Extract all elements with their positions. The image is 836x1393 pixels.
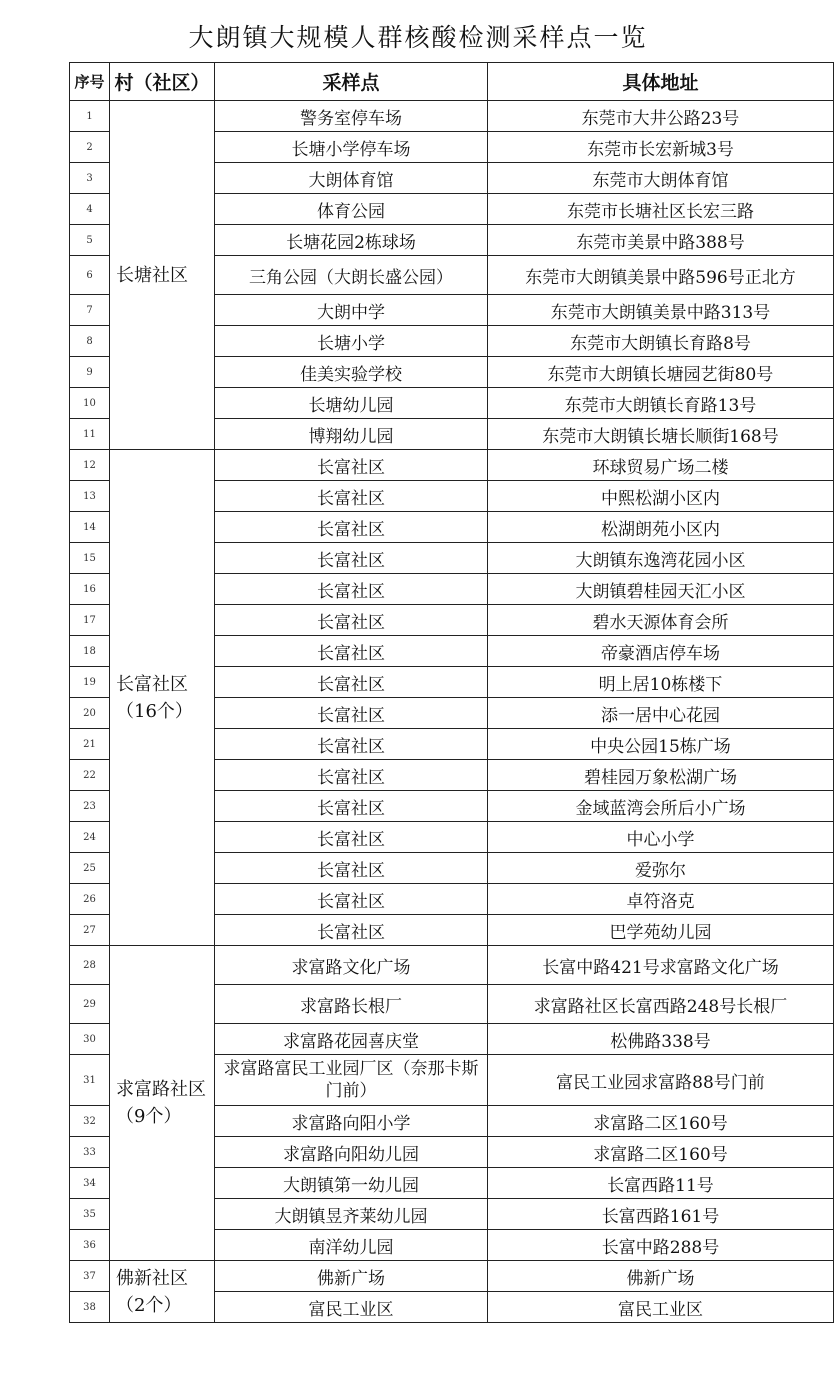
address-cell: 东莞市美景中路388号 [488, 225, 834, 256]
address-cell: 东莞市大朗镇长育路8号 [488, 326, 834, 357]
community-cell: 佛新社区（2个） [110, 1261, 215, 1323]
row-no: 22 [70, 760, 110, 791]
row-no: 1 [70, 101, 110, 132]
row-no: 31 [70, 1055, 110, 1106]
site-cell: 博翔幼儿园 [215, 419, 488, 450]
site-cell: 长富社区 [215, 915, 488, 946]
site-cell: 求富路花园喜庆堂 [215, 1024, 488, 1055]
row-no: 20 [70, 698, 110, 729]
site-cell: 长富社区 [215, 605, 488, 636]
address-cell: 东莞市大朗镇美景中路596号正北方 [488, 256, 834, 295]
address-cell: 长富中路421号求富路文化广场 [488, 946, 834, 985]
row-no: 26 [70, 884, 110, 915]
row-no: 35 [70, 1199, 110, 1230]
address-cell: 求富路二区160号 [488, 1106, 834, 1137]
address-cell: 松湖朗苑小区内 [488, 512, 834, 543]
address-cell: 富民工业区 [488, 1292, 834, 1323]
address-cell: 明上居10栋楼下 [488, 667, 834, 698]
address-cell: 东莞市大朗镇长塘长顺街168号 [488, 419, 834, 450]
site-cell: 佛新广场 [215, 1261, 488, 1292]
community-cell: 求富路社区（9个） [110, 946, 215, 1261]
address-cell: 爱弥尔 [488, 853, 834, 884]
address-cell: 碧桂园万象松湖广场 [488, 760, 834, 791]
address-cell: 东莞市大朗镇长塘园艺街80号 [488, 357, 834, 388]
row-no: 30 [70, 1024, 110, 1055]
row-no: 27 [70, 915, 110, 946]
row-no: 32 [70, 1106, 110, 1137]
row-no: 12 [70, 450, 110, 481]
site-cell: 大朗体育馆 [215, 163, 488, 194]
site-cell: 长富社区 [215, 636, 488, 667]
address-cell: 佛新广场 [488, 1261, 834, 1292]
site-cell: 长富社区 [215, 853, 488, 884]
site-cell: 长富社区 [215, 698, 488, 729]
row-no: 15 [70, 543, 110, 574]
site-cell: 长富社区 [215, 512, 488, 543]
site-cell: 大朗中学 [215, 295, 488, 326]
address-cell: 东莞市大朗镇美景中路313号 [488, 295, 834, 326]
sampling-sites-table [69, 62, 834, 1323]
address-cell: 碧水天源体育会所 [488, 605, 834, 636]
address-cell: 长富中路288号 [488, 1230, 834, 1261]
address-cell: 长富西路161号 [488, 1199, 834, 1230]
header-address: 具体地址 [488, 63, 834, 101]
address-cell: 长富西路11号 [488, 1168, 834, 1199]
address-cell: 东莞市大朗体育馆 [488, 163, 834, 194]
address-cell: 添一居中心花园 [488, 698, 834, 729]
row-no: 19 [70, 667, 110, 698]
address-cell: 中央公园15栋广场 [488, 729, 834, 760]
row-no: 13 [70, 481, 110, 512]
site-cell: 长塘花园2栋球场 [215, 225, 488, 256]
row-no: 34 [70, 1168, 110, 1199]
site-cell: 长富社区 [215, 481, 488, 512]
community-cell: 长塘社区 [110, 101, 215, 450]
page-title: 大朗镇大规模人群核酸检测采样点一览 [188, 23, 648, 52]
site-cell: 长塘幼儿园 [215, 388, 488, 419]
table-row [70, 101, 834, 132]
address-cell: 求富路社区长富西路248号长根厂 [488, 985, 834, 1024]
site-cell: 长富社区 [215, 574, 488, 605]
site-cell: 体育公园 [215, 194, 488, 225]
address-cell: 中熙松湖小区内 [488, 481, 834, 512]
address-cell: 东莞市大井公路23号 [488, 101, 834, 132]
row-no: 38 [70, 1292, 110, 1323]
site-cell: 长富社区 [215, 543, 488, 574]
site-cell: 三角公园（大朗长盛公园） [215, 256, 488, 295]
row-no: 16 [70, 574, 110, 605]
site-cell: 长塘小学 [215, 326, 488, 357]
site-cell: 长富社区 [215, 450, 488, 481]
row-no: 9 [70, 357, 110, 388]
site-cell: 富民工业区 [215, 1292, 488, 1323]
row-no: 29 [70, 985, 110, 1024]
address-cell: 富民工业园求富路88号门前 [488, 1055, 834, 1106]
row-no: 4 [70, 194, 110, 225]
address-cell: 东莞市大朗镇长育路13号 [488, 388, 834, 419]
address-cell: 大朗镇东逸湾花园小区 [488, 543, 834, 574]
site-cell: 求富路长根厂 [215, 985, 488, 1024]
site-cell: 长富社区 [215, 667, 488, 698]
address-cell: 松佛路338号 [488, 1024, 834, 1055]
table-row [70, 450, 834, 481]
site-cell: 求富路富民工业园厂区（奈那卡斯门前） [215, 1055, 488, 1106]
site-cell: 求富路向阳幼儿园 [215, 1137, 488, 1168]
row-no: 10 [70, 388, 110, 419]
address-cell: 巴学苑幼儿园 [488, 915, 834, 946]
site-cell: 佳美实验学校 [215, 357, 488, 388]
site-cell: 求富路文化广场 [215, 946, 488, 985]
address-cell: 东莞市长宏新城3号 [488, 132, 834, 163]
row-no: 6 [70, 256, 110, 295]
site-cell: 长富社区 [215, 884, 488, 915]
address-cell: 中心小学 [488, 822, 834, 853]
row-no: 33 [70, 1137, 110, 1168]
address-cell: 帝豪酒店停车场 [488, 636, 834, 667]
row-no: 8 [70, 326, 110, 357]
site-cell: 长富社区 [215, 729, 488, 760]
row-no: 17 [70, 605, 110, 636]
site-cell: 南洋幼儿园 [215, 1230, 488, 1261]
address-cell: 东莞市长塘社区长宏三路 [488, 194, 834, 225]
row-no: 11 [70, 419, 110, 450]
table-row [70, 1261, 834, 1292]
address-cell: 环球贸易广场二楼 [488, 450, 834, 481]
site-cell: 大朗镇昱齐莱幼儿园 [215, 1199, 488, 1230]
row-no: 24 [70, 822, 110, 853]
table-row [70, 946, 834, 985]
site-cell: 长富社区 [215, 822, 488, 853]
table-header-row [70, 63, 834, 101]
site-cell: 求富路向阳小学 [215, 1106, 488, 1137]
row-no: 14 [70, 512, 110, 543]
row-no: 25 [70, 853, 110, 884]
site-cell: 长富社区 [215, 760, 488, 791]
row-no: 36 [70, 1230, 110, 1261]
row-no: 37 [70, 1261, 110, 1292]
address-cell: 求富路二区160号 [488, 1137, 834, 1168]
address-cell: 大朗镇碧桂园天汇小区 [488, 574, 834, 605]
row-no: 18 [70, 636, 110, 667]
row-no: 2 [70, 132, 110, 163]
row-no: 7 [70, 295, 110, 326]
site-cell: 大朗镇第一幼儿园 [215, 1168, 488, 1199]
row-no: 28 [70, 946, 110, 985]
site-cell: 警务室停车场 [215, 101, 488, 132]
row-no: 3 [70, 163, 110, 194]
header-site: 采样点 [215, 63, 488, 101]
row-no: 23 [70, 791, 110, 822]
community-cell: 长富社区（16个） [110, 450, 215, 946]
address-cell: 卓符洛克 [488, 884, 834, 915]
header-community: 村（社区） [110, 63, 215, 101]
row-no: 21 [70, 729, 110, 760]
header-no: 序号 [70, 63, 110, 101]
site-cell: 长塘小学停车场 [215, 132, 488, 163]
address-cell: 金域蓝湾会所后小广场 [488, 791, 834, 822]
site-cell: 长富社区 [215, 791, 488, 822]
row-no: 5 [70, 225, 110, 256]
